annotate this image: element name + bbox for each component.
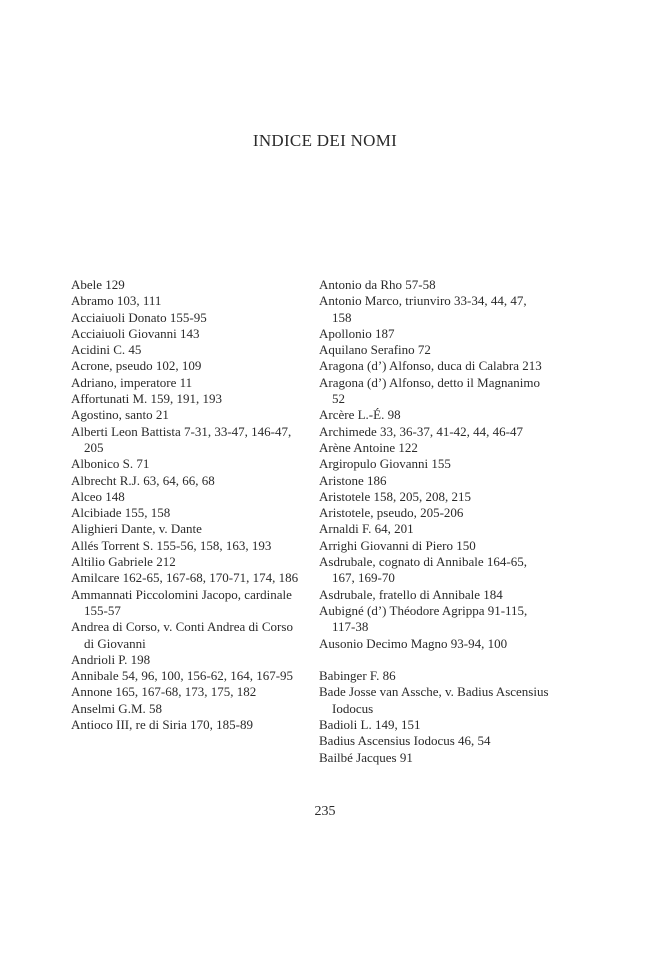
index-entry: Acciaiuoli Giovanni 143 <box>71 325 200 341</box>
index-entry: Aragona (d’) Alfonso, detto il Magnanimo 52 <box>319 374 540 407</box>
index-column-left <box>71 277 301 733</box>
index-entry: Arcère L.-É. 98 <box>319 407 401 423</box>
index-entry: Argiropulo Giovanni 155 <box>319 456 451 472</box>
index-entry: Badius Ascensius Iodocus 46, 54 <box>319 733 491 749</box>
index-entry: Agostino, santo 21 <box>71 407 169 423</box>
index-entry: Asdrubale, fratello di Annibale 184 <box>319 586 503 602</box>
index-entry: Antioco III, re di Siria 170, 185-89 <box>71 717 253 733</box>
index-entry: Aragona (d’) Alfonso, duca di Calabra 213 <box>319 358 542 374</box>
index-entry: Arrighi Giovanni di Piero 150 <box>319 537 476 553</box>
index-entry: Apollonio 187 <box>319 325 395 341</box>
index-column-right <box>319 277 549 766</box>
index-entry: Aristotele 158, 205, 208, 215 <box>319 488 472 504</box>
index-entry: Ausonio Decimo Magno 93-94, 100 <box>319 635 508 651</box>
index-entry: Altilio Gabriele 212 <box>71 554 176 570</box>
page-title: INDICE DEI NOMI <box>252 131 398 150</box>
index-entry: Andrea di Corso, v. Conti Andrea di Corso di Giovanni <box>71 619 293 651</box>
index-entry: Albonico S. 71 <box>71 456 150 472</box>
index-entry: Alighieri Dante, v. Dante <box>71 521 202 537</box>
index-entry: Abramo 103, 111 <box>71 293 162 309</box>
index-entry: Ammannati Piccolomini Jacopo, cardinale 155-57 <box>71 586 292 618</box>
index-entry: Allés Torrent S. 155-56, 158, 163, 193 <box>71 537 272 553</box>
index-entry: Alceo 148 <box>71 488 125 504</box>
index-entry: Archimede 33, 36-37, 41-42, 44, 46-47 <box>319 423 523 439</box>
index-entry: Alberti Leon Battista 7-31, 33-47, 146-47, 205 <box>71 423 292 455</box>
index-entry: Bade Josse van Assche, v. Badius Ascensius Iodocus <box>319 684 549 716</box>
index-entry: Abele 129 <box>71 277 125 292</box>
index-entry: Aquilano Serafino 72 <box>319 342 431 358</box>
index-entry: Affortunati M. 159, 191, 193 <box>71 391 223 407</box>
index-entry: Annone 165, 167-68, 173, 175, 182 <box>71 684 257 700</box>
index-entry: Asdrubale, cognato di Annibale 164-65, 167, 169-70 <box>319 554 527 586</box>
index-entry: Albrecht R.J. 63, 64, 66, 68 <box>71 472 215 488</box>
index-entry: Alcibiade 155, 158 <box>71 505 171 521</box>
index-entry: Acidini C. 45 <box>71 342 142 358</box>
index-entry: Acrone, pseudo 102, 109 <box>71 358 202 374</box>
index-entry: Antonio Marco, triunviro 33-34, 44, 47, 158 <box>319 293 527 325</box>
index-entry: Antonio da Rho 57-58 <box>319 277 436 292</box>
index-entry: Arène Antoine 122 <box>319 439 418 455</box>
index-entry: Acciaiuoli Donato 155-95 <box>71 309 207 325</box>
letter-section-gap <box>319 652 549 668</box>
index-entry: Aristone 186 <box>319 472 387 488</box>
index-entry: Andrioli P. 198 <box>71 651 151 667</box>
page-number: 235 <box>314 804 336 819</box>
index-entry: Arnaldi F. 64, 201 <box>319 521 414 537</box>
index-entry: Aristotele, pseudo, 205-206 <box>319 505 464 521</box>
index-entry: Bailbé Jacques 91 <box>319 749 413 765</box>
index-entry: Badioli L. 149, 151 <box>319 717 421 733</box>
index-entry: Babinger F. 86 <box>319 668 396 684</box>
index-entry: Annibale 54, 96, 100, 156-62, 164, 167-95 <box>71 668 294 684</box>
index-entry: Amilcare 162-65, 167-68, 170-71, 174, 186 <box>71 570 299 586</box>
index-entry: Adriano, imperatore 11 <box>71 374 193 390</box>
index-entry: Aubigné (d’) Théodore Agrippa 91-115, 117-38 <box>319 602 528 635</box>
index-entry: Anselmi G.M. 58 <box>71 700 162 716</box>
